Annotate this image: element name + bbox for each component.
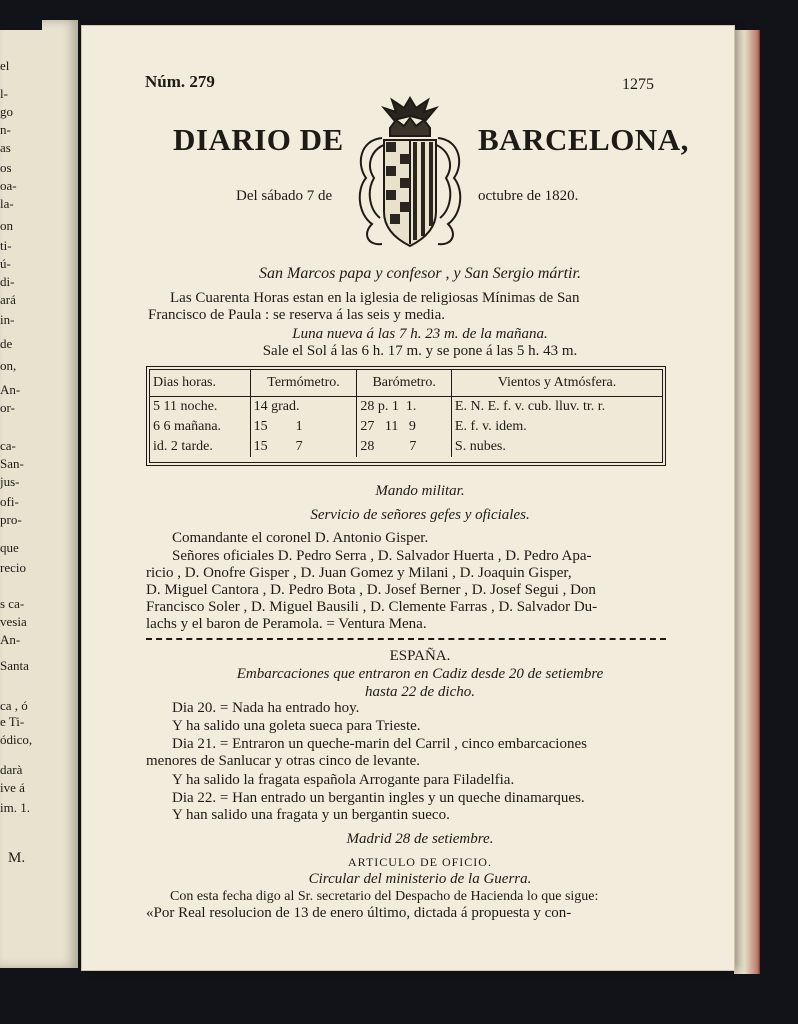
left-page-text-fragment: San- (0, 456, 24, 471)
spain-subheading-2: hasta 22 de dicho. (365, 684, 475, 700)
left-page-text-fragment: vesia (0, 614, 27, 629)
left-facing-page (0, 20, 78, 968)
spain-heading: ESPAÑA. (389, 648, 451, 664)
military-line: ricio , D. Onofre Gisper , D. Juan Gomez y Milani , D. Joaquin Gisper, (146, 565, 572, 581)
forty-hours-line-2: Francisco de Paula : se reserva á las seis y media. (148, 307, 445, 323)
spain-line: Y han salido una fragata y un bergantin sueco. (172, 807, 450, 823)
left-page-text-fragment: l- (0, 86, 8, 101)
table-row (150, 397, 662, 418)
left-page-text-fragment: M. (8, 850, 26, 866)
left-page-text-fragment: ti- (0, 238, 12, 253)
left-page-text-fragment: im. 1. (0, 800, 30, 815)
page-edge (734, 30, 760, 974)
left-page-text-fragment: s ca- (0, 596, 25, 611)
left-page-text-fragment: darà (0, 762, 23, 777)
left-page-text-fragment: ca- (0, 438, 16, 453)
military-line: Comandante el coronel D. Antonio Gisper. (172, 530, 429, 546)
section-divider (146, 638, 666, 640)
saints-of-day: San Marcos papa y confesor , y San Sergio mártir. (259, 265, 581, 282)
circular-heading: Circular del ministerio de la Guerra. (308, 871, 532, 887)
left-page-text-fragment: n- (0, 122, 11, 137)
table-row (150, 417, 662, 437)
thermo-cell: 15 1 (250, 417, 357, 437)
madrid-dateline: Madrid 28 de setiembre. (346, 831, 494, 847)
left-page-text-fragment: ofi- (0, 494, 19, 509)
left-page-text-fragment: Santa (0, 658, 29, 673)
baro-cell: 28 7 (357, 437, 452, 457)
baro-cell: 28 p. 1 1. (357, 397, 452, 418)
left-page-text-fragment: ódico, (0, 732, 33, 747)
weather-table (146, 366, 666, 466)
spain-line: Y ha salido una goleta sueca para Trieste. (172, 718, 421, 734)
left-page-text-fragment: di- (0, 274, 15, 289)
military-line: D. Miguel Cantora , D. Pedro Bota , D. Josef Berner , D. Josef Segui , Don (146, 582, 596, 598)
wind-cell: E. N. E. f. v. cub. lluv. tr. r. (451, 397, 662, 418)
left-page-text-fragment: e Ti- (0, 714, 25, 729)
left-page-text-fragment: recio (0, 560, 26, 575)
military-subheading: Servicio de señores gefes y oficiales. (310, 507, 530, 523)
left-page-text-fragment: go (0, 104, 13, 119)
madrid-line-1: Con esta fecha digo al Sr. secretario del Despacho de Hacienda lo que sigue: (170, 889, 599, 904)
spain-line: Dia 21. = Entraron un queche-marin del Carril , cinco embarcaciones (172, 736, 587, 752)
thermo-cell: 15 7 (250, 437, 357, 457)
sun-times: Sale el Sol á las 6 h. 17 m. y se pone á las 5 h. 43 m. (262, 343, 578, 359)
left-page-text-fragment: on (0, 218, 13, 233)
military-line: Señores oficiales D. Pedro Serra , D. Salvador Huerta , D. Pedro Apa- (172, 548, 592, 564)
moon-phase: Luna nueva á las 7 h. 23 m. de la mañana. (292, 326, 548, 342)
title-right: BARCELONA, (478, 122, 689, 157)
col-thermometer: Termómetro. (250, 370, 357, 397)
left-page-text-fragment: el (0, 58, 10, 73)
wind-cell: S. nubes. (451, 437, 662, 457)
left-page-text-fragment: ive á (0, 780, 25, 795)
military-line: lachs y el baron de Peramola. = Ventura Mena. (146, 616, 427, 632)
left-page-text-fragment: pro- (0, 512, 22, 527)
left-page-text-fragment: de (0, 336, 13, 351)
left-page-text-fragment: or- (0, 400, 15, 415)
left-page-text-fragment: que (0, 540, 19, 555)
article-heading: ARTICULO DE OFICIO. (348, 855, 492, 869)
col-winds: Vientos y Atmósfera. (451, 370, 662, 397)
military-heading: Mando militar. (375, 483, 465, 499)
left-page-text-fragment: ú- (0, 256, 11, 271)
hour-cell: 11 noche. (163, 399, 218, 414)
barcelona-crest-icon (352, 94, 468, 252)
col-days-hours: Dias horas. (150, 370, 250, 397)
table-row (150, 437, 662, 457)
left-page-text-fragment: oa- (0, 178, 17, 193)
wind-cell: E. f. v. idem. (451, 417, 662, 437)
title-left: DIARIO DE (173, 122, 344, 157)
date-right: octubre de 1820. (478, 188, 579, 204)
left-page-text-fragment: la- (0, 196, 14, 211)
page-number: 1275 (622, 76, 654, 93)
spain-line: Dia 22. = Han entrado un bergantin ingles y un queche dinamarques. (172, 790, 585, 806)
left-page-text-fragment: os (0, 160, 12, 175)
military-line: Francisco Soler , D. Miguel Bausili , D. Clemente Farras , D. Salvador Du- (146, 599, 598, 615)
spain-line: Y ha salido la fragata española Arrogante para Filadelfia. (172, 772, 515, 788)
left-page-text-fragment: as (0, 140, 11, 155)
left-page-text-fragment: ará (0, 292, 16, 307)
left-page-text-fragment: jus- (0, 474, 20, 489)
forty-hours-line-1: Las Cuarenta Horas estan en la iglesia de religiosas Mínimas de San (170, 290, 580, 306)
spain-subheading-1: Embarcaciones que entraron en Cadiz desde 20 de setiembre (236, 666, 604, 682)
col-barometer: Barómetro. (357, 370, 452, 397)
hour-cell: 2 tarde. (170, 439, 213, 454)
left-page-text-fragment: in- (0, 312, 15, 327)
day-cell: 6 (153, 419, 160, 434)
hour-cell: 6 mañana. (163, 419, 222, 434)
spain-line: Dia 20. = Nada ha entrado hoy. (172, 700, 360, 716)
left-page-text-fragment: on, (0, 358, 17, 373)
date-left: Del sábado 7 de (236, 188, 333, 204)
left-page-text-fragment: An- (0, 632, 21, 647)
thermo-cell: 14 grad. (250, 397, 357, 418)
day-cell: id. (153, 439, 168, 454)
spain-line: menores de Sanlucar y otras cinco de levante. (146, 753, 421, 769)
madrid-line-2: «Por Real resolucion de 13 de enero último, dictada á propuesta y con- (146, 905, 572, 921)
day-cell: 5 (153, 399, 160, 414)
left-page-text-fragment: ca , ó (0, 698, 28, 713)
left-page-text-fragment: An- (0, 382, 21, 397)
issue-number: Núm. 279 (145, 72, 215, 91)
baro-cell: 27 11 9 (357, 417, 452, 437)
